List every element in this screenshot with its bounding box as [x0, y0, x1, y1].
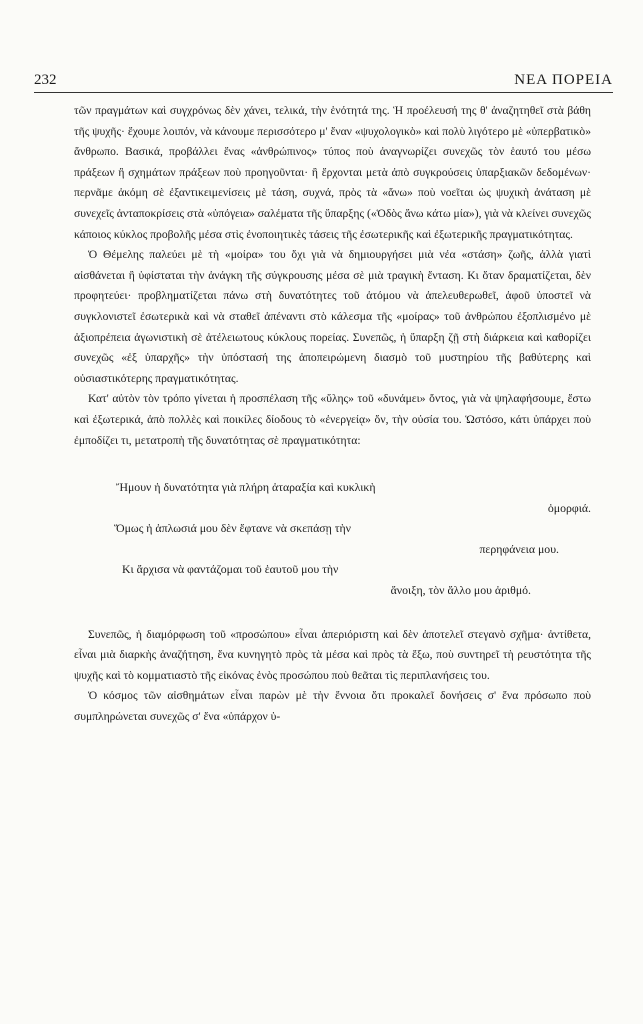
poem-line: [74, 518, 591, 539]
paragraph-4: Συνεπῶς, ἡ διαμόρφωση τοῦ «προσώπου» εἶναι ἀπεριόριστη καὶ δὲν ἀποτελεῖ στεγανὸ σχῆμα· ἀντίθετα, εἶναι μιὰ διαρκὴς ἀναζήτηση, ἕνα κυνηγητὸ πρὸς τὰ μέσα καὶ πρὸς τὰ ἔξω, ποὺ συντηρεῖ τὴ ρευστότητα τῆς ψυχῆς καὶ τὸ κομματιαστὸ τῆς εἰκόνας ἑνὸς προσώπου ποὺ θεᾶται τὶς περιπλανήσεις του.: [74, 627, 591, 682]
page-header: [34, 70, 613, 93]
poem-line-text: Ὅμως ἡ ἁπλωσιά μου δὲν ἔφτανε νὰ σκεπάσῃ τὴν: [114, 521, 352, 536]
poem-line-text: ἄνοιξη, τὸν ἄλλο μου ἀριθμό.: [390, 583, 531, 598]
paragraph-2: Ὁ Θέμελης παλεύει μὲ τὴ «μοίρα» του ὄχι γιὰ νὰ δημιουργήσει μιὰ νέα «στάση» ζωῆς, ἀλλὰ γιατὶ αἰσθάνεται ἢ ὑφίσταται τὴν ἀνάγκη τῆς σύγκρουσης μέσα σὲ μιὰ τραγικὴ ἔνταση. Κι ὅταν δραματίζεται, δὲν προφητεύει· προβληματίζεται πάνω στὴ δυνατότητες τοῦ ἀτόμου νὰ ἀπελευθερωθεῖ, ἀφοῦ ὑποστεῖ νὰ συγκλονιστεῖ ἐσωτερικὰ καὶ νὰ σταθεῖ ἀπέναντι στὸ κάλεσμα τῆς «μοίρας» τοῦ ἀνθρώπου ἐξοπλισμένο μὲ ἀξιοπρέπεια ἀγωνιστικὴ σὲ ἀτέλειωτους κύκλους πορείας. Συνεπῶς, ἡ ὕπαρξη ζῇ στὴ διάρκεια καὶ καθορίζει συνεχῶς «ἐξ ὑπαρχῆς» τὴν ὑπόστασή της ἀποπειρώμενη διασμὸ τοῦ μυστηρίου τῆς βαθύτερης καὶ οὐσιαστικότερης πραγματικότητας.: [74, 248, 591, 385]
paragraph-3: Κατ' αὐτὸν τὸν τρόπο γίνεται ἡ προσπέλαση τῆς «ὕλης» τοῦ «δυνάμει» ὄντος, γιὰ νὰ ψηλαφήσουμε, ἔστω καὶ ἐξωτερικά, ἀπὸ πολλὲς καὶ ποικίλες δίοδους τὸ «ἐνεργείᾳ» ὄν, τὴν οὐσία του. Ὡστόσο, κάτι ὑπάρχει ποὺ ἐμποδίζει τι, μετατροπὴ τῆς δυνατότητας σὲ πραγματικότητα:: [74, 392, 591, 447]
poem-line: [74, 498, 591, 519]
running-title: ΝΕΑ ΠΟΡΕΙΑ: [514, 72, 613, 88]
poem-line-text: ὁμορφιά.: [547, 500, 591, 515]
poem-line-text: Ἤμουν ἡ δυνατότητα γιὰ πλήρη ἀταραξία καὶ κυκλικὴ: [116, 480, 376, 495]
poem-line: [74, 580, 591, 601]
poem-line: [74, 559, 591, 580]
poem-line: [74, 477, 591, 498]
poem-line-text: Κι ἄρχισα νὰ φαντάζομαι τοῦ ἑαυτοῦ μου τὴν: [122, 562, 339, 577]
paragraph-5: Ὁ κόσμος τῶν αἰσθημάτων εἶναι παρὼν μὲ τὴν ἔννοια ὅτι προκαλεῖ δονήσεις σ' ἕνα πρόσωπο ποὺ συμπληρώνεται συνεχῶς σ' ἕνα «ὑπάρχον ὑ-: [74, 689, 591, 724]
poem-line-text: περηφάνεια μου.: [479, 541, 559, 556]
poem-quote: [74, 477, 591, 601]
paragraph-1: τῶν πραγμάτων καὶ συγχρόνως δὲν χάνει, τελικά, τὴν ἑνότητά της. Ἡ προέλευσή της θ' ἀναζητηθεῖ στὰ βάθη τῆς ψυχῆς· ἔχουμε λοιπόν, νὰ κάνουμε περισσότερο μ' ἕναν «ψυχολογικὸ» καὶ πολὺ λιγότερο μὲ «ὑπερβατικὸ» ἄνθρωπο. Βασικά, προβάλλει ἕνας «ἀνθρώπινος» τύπος ποὺ ἀναγνωρίζει συνεχῶς τὸν ἑαυτό του μέσω πράξεων ἢ σχημάτων πράξεων ποὺ προηγοῦνται· ἢ ἔρχονται μετὰ ἀπὸ συγκρούσεις ὑπαρξιακῶν δεδομένων· περνᾶμε ἀκόμη σὲ ἐξαντικειμενίσεις μὲ τάση, συχνά, πρὸς τὰ «ἄνω» ποὺ νοεῖται ὡς ψυχικὴ ἀνάταση μὲ συνεχεῖς ἀνταποκρίσεις στὰ «ὑπόγεια» σαλέματα τῆς ὕπαρξης («Ὁδὸς ἄνω κάτω μία»), γιὰ νὰ κλείνει συνεχῶς κάποιος κύκλος προβολῆς μέσα στὶς ἐνοποιητικὲς τάσεις τῆς ἐσωτερικῆς καὶ ἐξωτερικῆς πραγματικότητας.: [74, 104, 591, 241]
body-text: [74, 101, 591, 728]
page-number: 232: [34, 72, 57, 88]
poem-line: [74, 539, 591, 560]
